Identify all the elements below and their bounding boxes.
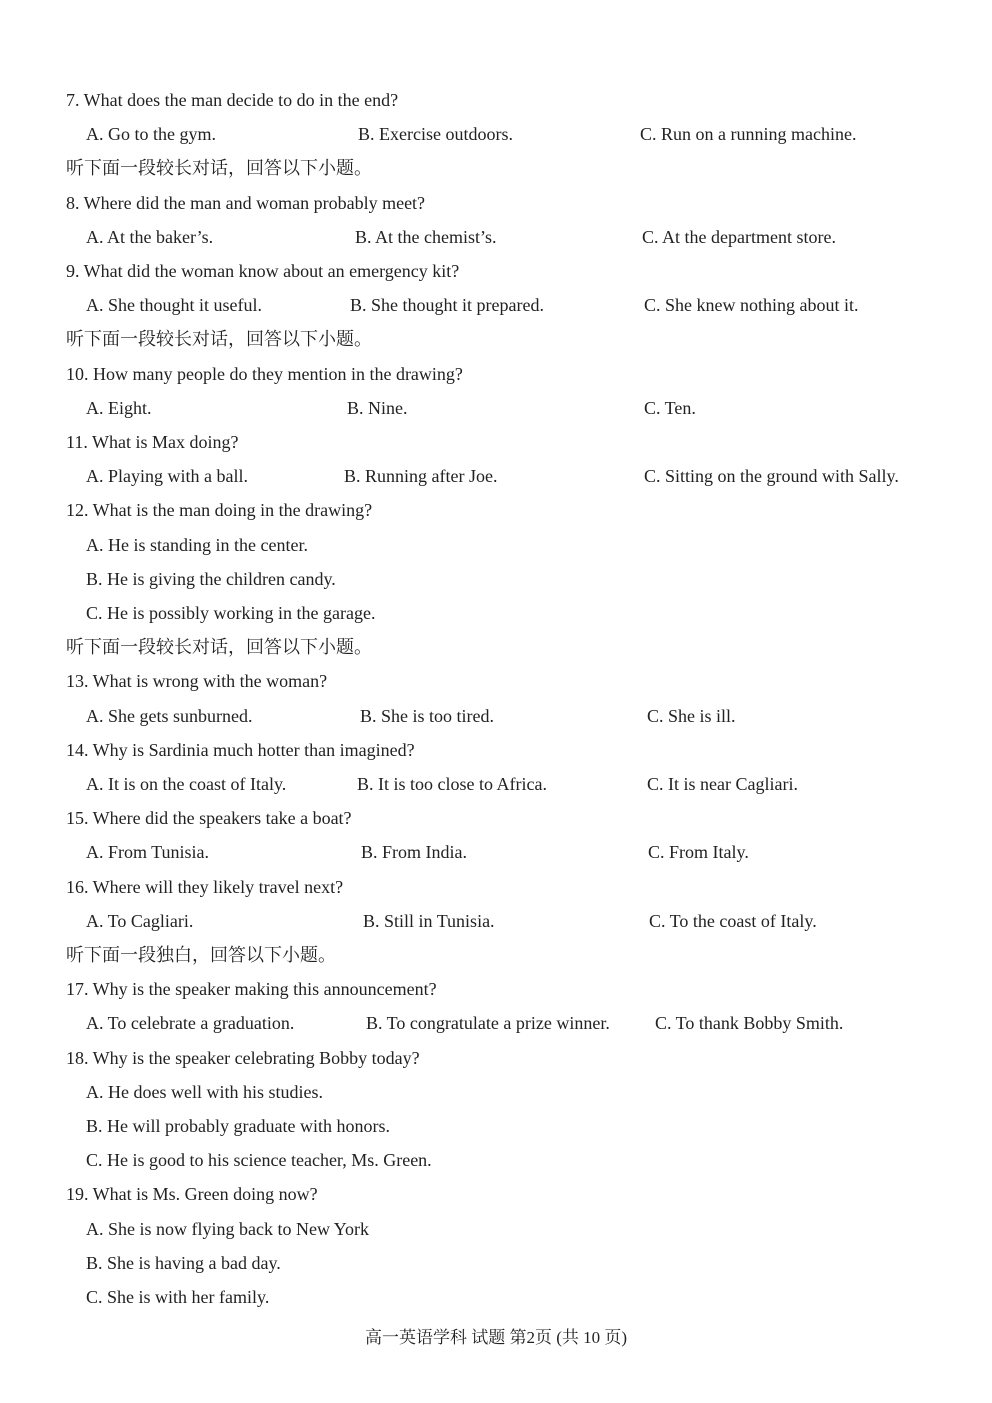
question-text: 15. Where did the speakers take a boat? <box>66 808 352 829</box>
answer-option: C. She is ill. <box>647 705 736 726</box>
answer-option: C. Sitting on the ground with Sally. <box>644 466 899 487</box>
answer-option: C. To thank Bobby Smith. <box>655 1013 844 1034</box>
answer-option: A. She thought it useful. <box>86 295 262 316</box>
answer-option: C. He is possibly working in the garage. <box>86 603 376 623</box>
answer-option: B. At the chemist’s. <box>355 226 497 247</box>
answer-option: C. It is near Cagliari. <box>647 774 798 794</box>
question-text: 18. Why is the speaker celebrating Bobby today? <box>66 1047 420 1068</box>
answer-option: B. She thought it prepared. <box>350 295 544 316</box>
question-text: 11. What is Max doing? <box>66 432 239 452</box>
question-text: 12. What is the man doing in the drawing? <box>66 500 373 521</box>
answer-option: B. Running after Joe. <box>344 466 498 487</box>
answer-option: C. She is with her family. <box>86 1287 270 1307</box>
answer-option: B. To congratulate a prize winner. <box>366 1013 610 1034</box>
listening-instruction: 听下面一段较长对话，回答以下小题。 <box>66 637 372 658</box>
answer-option: A. From Tunisia. <box>86 842 210 863</box>
answer-option: B. He is giving the children candy. <box>86 568 336 589</box>
question-text: 10. How many people do they mention in the drawing? <box>66 363 463 384</box>
listening-instruction: 听下面一段独白，回答以下小题。 <box>66 945 336 965</box>
answer-option: A. Playing with a ball. <box>86 466 248 487</box>
answer-option: B. Still in Tunisia. <box>363 910 495 931</box>
answer-option: A. Eight. <box>86 397 152 418</box>
answer-option: B. From India. <box>361 842 467 863</box>
answer-option: C. To the coast of Italy. <box>649 910 817 931</box>
answer-option: B. She is too tired. <box>360 705 494 726</box>
answer-option: A. She gets sunburned. <box>86 705 253 726</box>
answer-option: A. To Cagliari. <box>86 910 194 931</box>
answer-option: C. Ten. <box>644 397 696 418</box>
answer-option: C. Run on a running machine. <box>640 124 857 145</box>
answer-option: A. It is on the coast of Italy. <box>86 774 287 794</box>
question-text: 17. Why is the speaker making this announcement? <box>66 979 437 1000</box>
listening-instruction: 听下面一段较长对话，回答以下小题。 <box>66 329 372 350</box>
answer-option: C. He is good to his science teacher, Ms. Green. <box>86 1150 432 1171</box>
page-footer: 高一英语学科 试题 第2页 (共 10 页) <box>364 1328 628 1347</box>
answer-option: B. She is having a bad day. <box>86 1252 281 1273</box>
question-text: 14. Why is Sardinia much hotter than imagined? <box>66 739 415 760</box>
answer-option: A. Go to the gym. <box>86 124 216 145</box>
listening-instruction: 听下面一段较长对话，回答以下小题。 <box>66 158 372 179</box>
answer-option: B. Exercise outdoors. <box>358 124 513 145</box>
answer-option: A. To celebrate a graduation. <box>86 1013 295 1034</box>
answer-option: B. Nine. <box>347 397 408 418</box>
question-text: 13. What is wrong with the woman? <box>66 671 328 692</box>
question-text: 8. Where did the man and woman probably meet? <box>66 192 426 213</box>
answer-option: A. At the baker’s. <box>86 226 214 247</box>
question-text: 9. What did the woman know about an emergency kit? <box>66 261 460 281</box>
answer-option: C. From Italy. <box>648 842 749 863</box>
question-text: 16. Where will they likely travel next? <box>66 876 344 897</box>
answer-option: C. She knew nothing about it. <box>644 295 859 316</box>
answer-option: A. She is now flying back to New York <box>86 1218 369 1239</box>
answer-option: A. He is standing in the center. <box>86 534 308 555</box>
answer-option: A. He does well with his studies. <box>86 1081 323 1102</box>
question-text: 7. What does the man decide to do in the end? <box>66 90 399 110</box>
answer-option: B. It is too close to Africa. <box>357 774 547 794</box>
answer-option: B. He will probably graduate with honors. <box>86 1116 390 1136</box>
question-text: 19. What is Ms. Green doing now? <box>66 1184 318 1205</box>
answer-option: C. At the department store. <box>642 226 836 247</box>
